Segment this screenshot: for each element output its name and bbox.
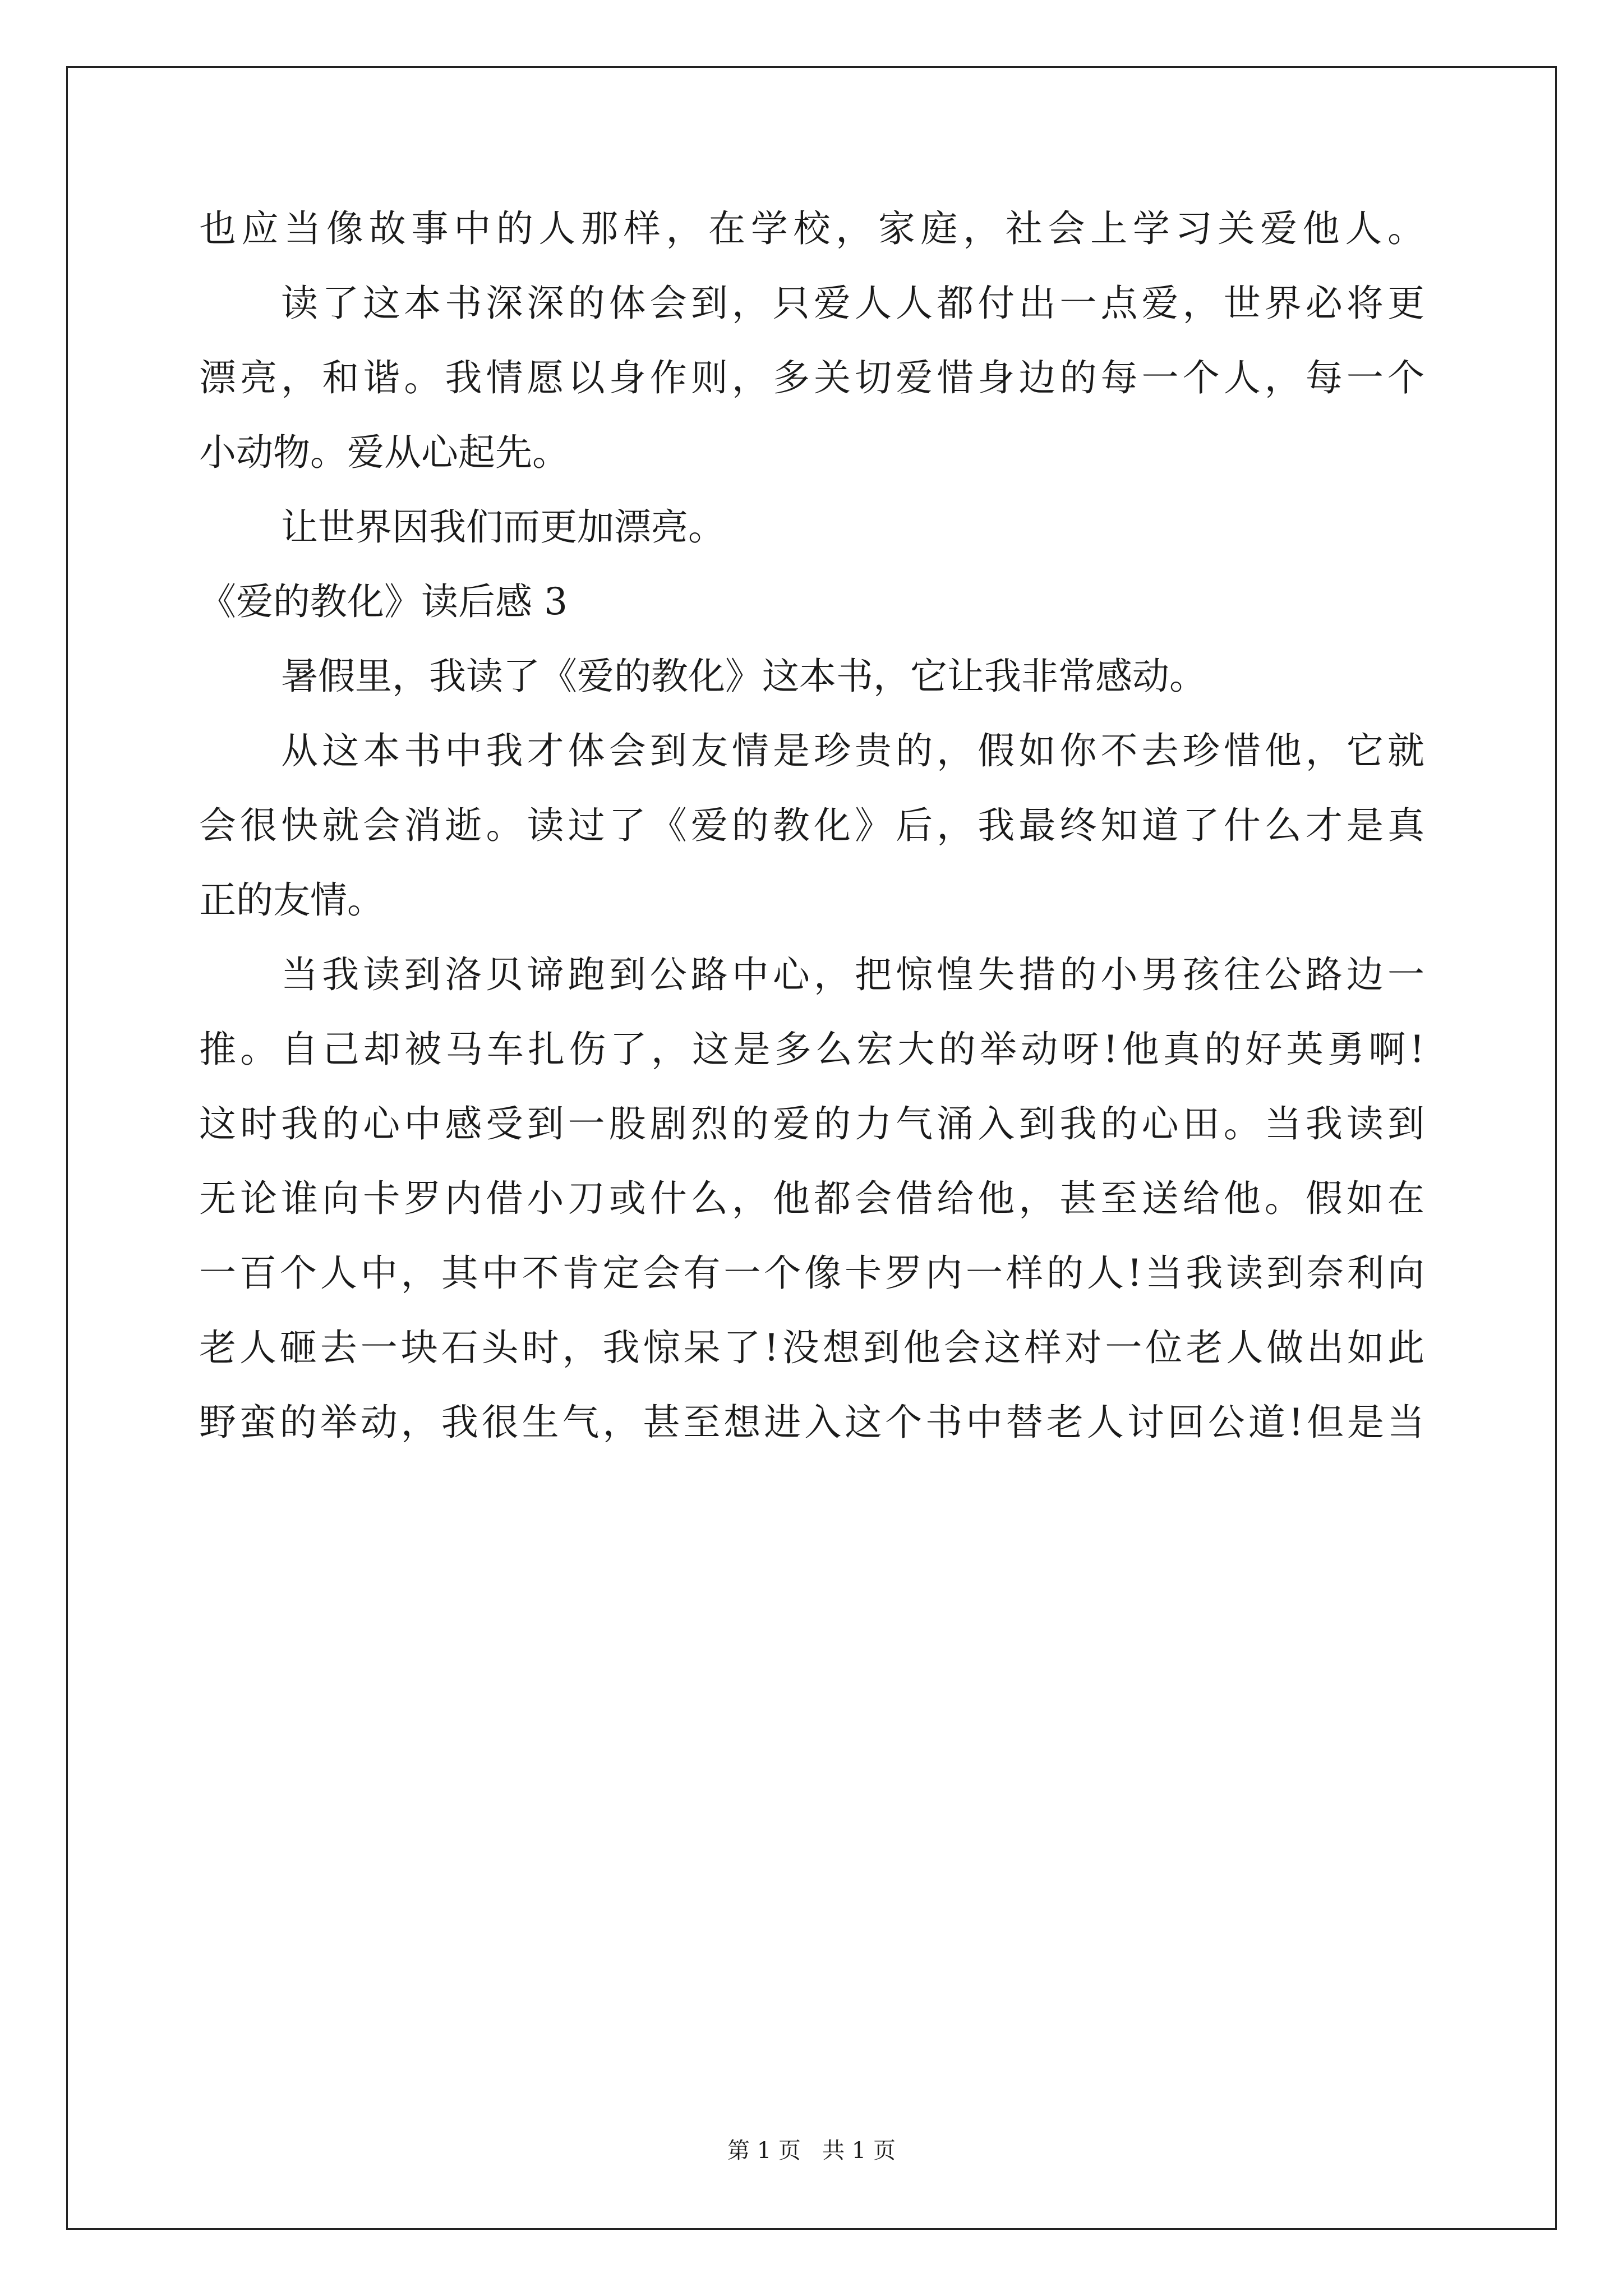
paragraph-line: 小动物。爱从心起先。 <box>199 431 569 474</box>
paragraph-line: 从这本书中我才体会到友情是珍贵的，假如你不去珍惜他，它就 <box>281 729 1424 772</box>
paragraph-line: 一百个人中，其中不肯定会有一个像卡罗内一样的人!当我读到奈利向 <box>199 1251 1424 1295</box>
paragraph-line: 读了这本书深深的体会到，只爱人人都付出一点爱，世界必将更 <box>281 282 1424 325</box>
paragraph-line: 也应当像故事中的人那样，在学校，家庭，社会上学习关爱他人。 <box>199 207 1424 250</box>
section-heading: 《爱的教化》读后感 3 <box>199 580 568 623</box>
page-number-footer: 第 1 页 共 1 页 <box>727 2138 896 2164</box>
paragraph-line: 当我读到洛贝谛跑到公路中心，把惊惶失措的小男孩往公路边一 <box>281 953 1424 996</box>
paragraph-line: 会很快就会消逝。读过了《爱的教化》后，我最终知道了什么才是真 <box>199 804 1424 847</box>
paragraph-line: 野蛮的举动，我很生气，甚至想进入这个书中替老人讨回公道!但是当 <box>199 1401 1424 1444</box>
paragraph-line: 这时我的心中感受到一股剧烈的爱的力气涌入到我的心田。当我读到 <box>199 1102 1424 1145</box>
paragraph-line: 漂亮，和谐。我情愿以身作则，多关切爱惜身边的每一个人，每一个 <box>199 356 1424 399</box>
paragraph-line: 暑假里，我读了《爱的教化》这本书，它让我非常感动。 <box>281 655 1206 698</box>
paragraph-line: 正的友情。 <box>199 878 384 922</box>
paragraph-line: 老人砸去一块石头时，我惊呆了!没想到他会这样对一位老人做出如此 <box>199 1326 1424 1369</box>
paragraph-line: 推。自己却被马车扎伤了，这是多么宏大的举动呀!他真的好英勇啊! <box>199 1028 1424 1071</box>
paragraph-line: 无论谁向卡罗内借小刀或什么，他都会借给他，甚至送给他。假如在 <box>199 1177 1424 1220</box>
paragraph-line: 让世界因我们而更加漂亮。 <box>281 505 725 549</box>
